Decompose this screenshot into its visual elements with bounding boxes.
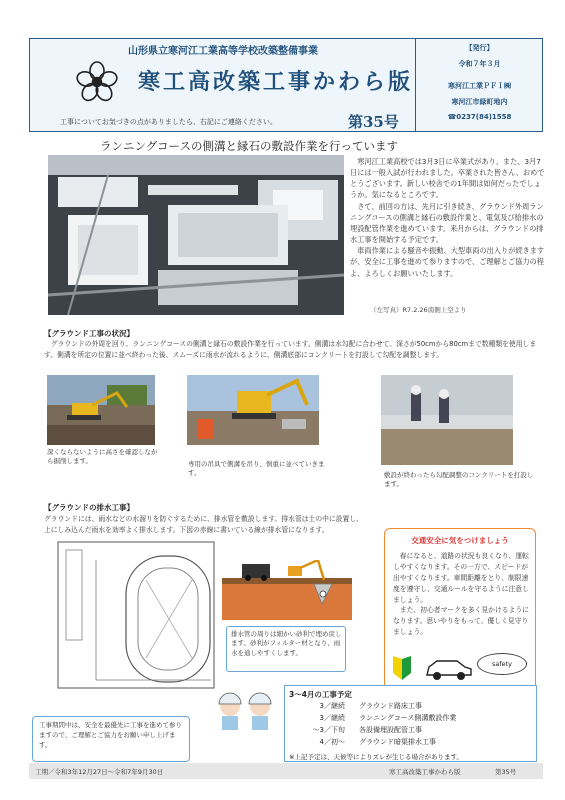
aerial-site-photo (48, 155, 344, 315)
footer-name: 寒工高改築工事かわら版 (389, 768, 461, 776)
ground-status-body: グラウンドの外周を回り、ランニングコースの側溝と縁石の敷設作業を行っています。側溝は水勾配に合わせて、深さが50cmから80cmまで数種類を使用します。側溝を所定の位置に並べ終わった後、スムーズに雨水が流れるように、側溝底部にコンクリートを打設して勾配を調整します。 (44, 340, 537, 359)
publish-date: 令和７年３月 (458, 60, 501, 68)
caption-excavation: 深くならないように高さを確認しながら掘削します。 (47, 448, 158, 466)
publisher-address: 寒河江市緑町地内 (451, 98, 508, 106)
drainage-body: グラウンドには、雨水などの水溜りを防ぐするために、排水管を敷設します。排水管は土の中に設置し、上にしみ込んだ雨水を効率よく排水します。下図の赤線に書いている線が排水管になります。 (44, 515, 363, 534)
issue-number: 第35号 (348, 113, 399, 131)
ground-status-heading: 【グラウンド工事の状況】 (44, 329, 134, 338)
schedule-title: 3～4月の工事予定 (289, 690, 352, 699)
masthead (29, 38, 543, 132)
footer-bar (29, 763, 543, 779)
publisher-label: 【発行】 (465, 44, 494, 52)
footer-period: 工期／令和3年12月27日～令和7年9月30日 (35, 768, 164, 776)
schedule-task: 各設備埋設配管工事 (359, 726, 422, 734)
schedule-date: 3／継続 (319, 714, 345, 722)
schedule-note: ※上記予定は、天候等によりズレが生じる場合があります。 (289, 753, 463, 761)
caption-concrete-pouring: 敷設が終わったら勾配調整のコンクリートを打設します。 (384, 471, 534, 489)
traffic-safety-body: 春になると、道路の状況も良くなり、運転しやすくなります。その一方で、スピードが出やすくなります。車間距離をとり、制限速度を遵守し、交通ルールを守るように注意しましょう。 また、初心者マークを多く見かけるようになります。思いやりをもって、優しく見守りましょう。 (393, 552, 529, 637)
publisher-phone: ☎0237(84)1558 (447, 113, 512, 121)
schedule-date: 3／継続 (319, 702, 345, 710)
safety-bubble-text: safety (491, 660, 513, 668)
concrete-pouring-photo (381, 375, 513, 465)
traffic-safety-title: 交通安全に気をつけましょう (411, 536, 509, 545)
caption-gutter-lifting: 専用の吊具で側溝を吊り、慎重に並べていきます。 (188, 460, 325, 478)
article-body: 寒河江工業高校では3月3日に卒業式があり、また、3月7日には一般入試が行われました。卒業された皆さん、おめでとうございます。新しい校舎での1年間は如何だったでしょうか。気になるところです。 さて、前回の方は、先月に引き続き、グラウンド外周ランニングコースの側溝と縁石の敷設作業と、電気及び給排水の埋設配管作業を進めています。来月からは、グラウンドの排水工事を開始する予定です。 車両作業による騒音や振動、大型車両の出入りが続きますが、安全に工事を進めて参りますので、ご理解とご協力の程よ、よろしくお願いいたします。 (350, 157, 545, 278)
workers-illustration (212, 690, 280, 730)
car-icon (423, 657, 475, 683)
school-emblem-icon (74, 59, 120, 105)
drain-callout-box (226, 626, 346, 672)
traffic-safety-box (384, 528, 536, 690)
schedule-task: グラウンド暗渠排水工事 (359, 738, 436, 746)
schedule-row (297, 701, 422, 711)
schedule-row (297, 713, 456, 723)
safety-note-box (32, 716, 190, 762)
schedule-row (297, 737, 436, 747)
contact-note: 工事についてお気づきの点がありましたら、右記にご連絡ください。 (60, 118, 277, 126)
drain-section-diagram (222, 560, 352, 620)
schedule-date: 4／初～ (319, 738, 345, 746)
gutter-lifting-photo (187, 375, 319, 445)
schedule-task: ランニングコース側溝敷設作業 (359, 714, 457, 722)
footer-issue: 第35号 (495, 768, 517, 776)
schedule-task: グラウンド路床工事 (359, 702, 422, 710)
beginner-driver-mark-icon (391, 655, 413, 681)
schedule-box (284, 685, 537, 762)
publisher-info (417, 39, 542, 131)
main-photo-caption: （左写真）R7.2.26南側上空より (370, 306, 467, 314)
safety-note-text: 工事期間中は、安全を最優先に工事を進めて参りますので、ご理解とご協力をお願い申し上げます。 (39, 721, 182, 749)
excavation-photo (47, 375, 155, 445)
safety-bubble (477, 653, 527, 675)
schedule-date: ～3／下旬 (312, 726, 345, 734)
article-headline: ランニングコースの側溝と縁石の敷設作業を行っています (100, 139, 398, 153)
masthead-left (30, 39, 416, 131)
project-name: 山形県立寒河江工業高等学校改築整備事業 (128, 46, 318, 57)
drain-callout-text: 排水管の周りは細かい砂利で埋め戻します。砂利がフィルター材となり、雨水を通しやすくします。 (231, 630, 342, 657)
schedule-row (297, 725, 422, 735)
ground-drain-plan-diagram (56, 540, 216, 690)
publisher-company: 寒河江工業ＰＦＩ㈱ (448, 82, 511, 90)
newsletter-title: 寒工高改築工事かわら版 (138, 69, 414, 95)
drainage-heading: 【グラウンドの排水工事】 (44, 503, 134, 512)
